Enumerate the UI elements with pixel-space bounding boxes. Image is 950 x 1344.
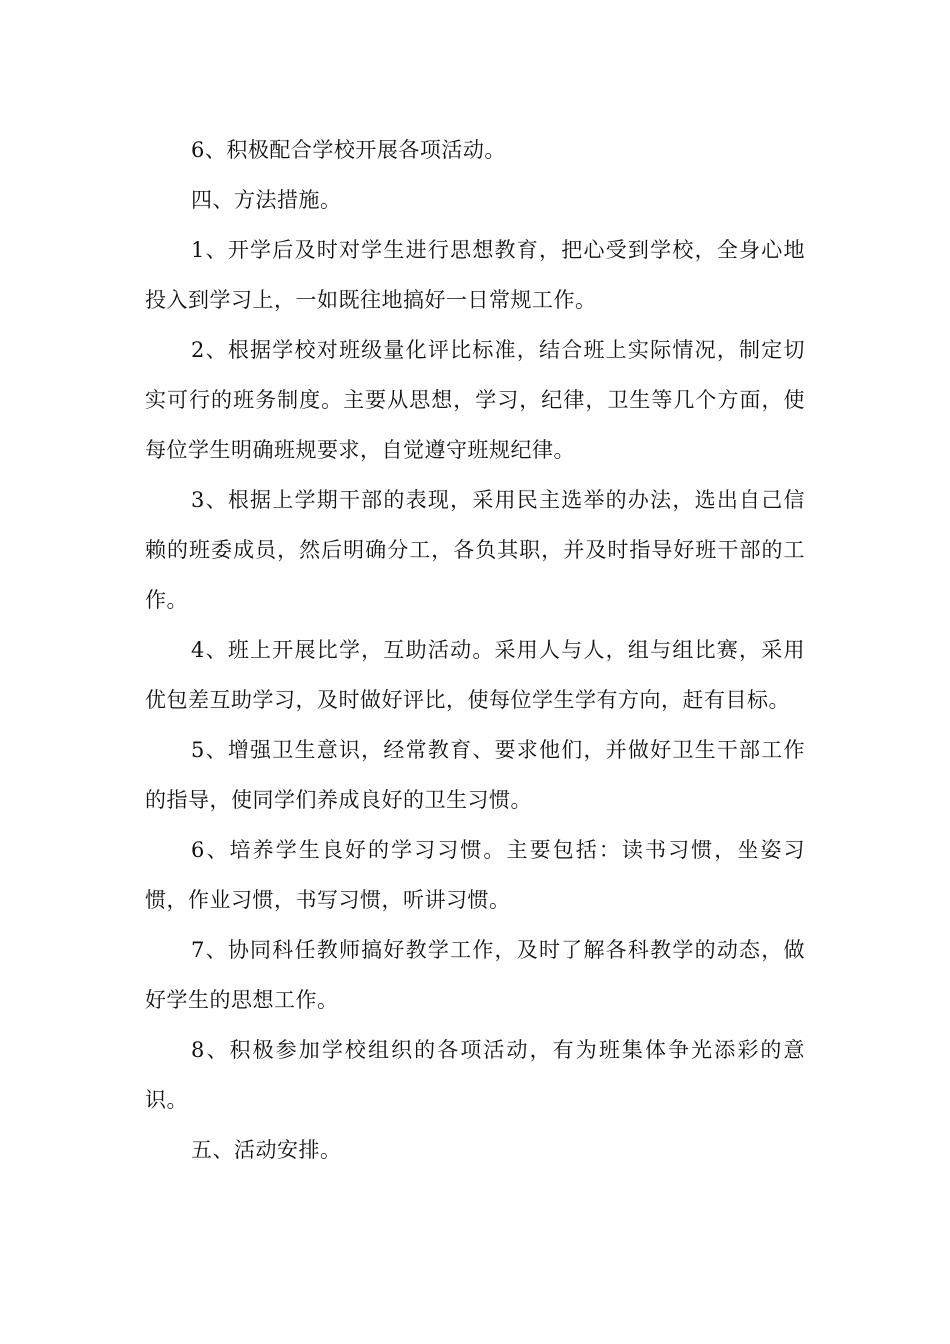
section-heading-activities: 五、活动安排。 xyxy=(191,1138,342,1162)
paragraph-method-6: 6、培养学生良好的学习习惯。主要包括：读书习惯，坐姿习惯，作业习惯，书写习惯，听讲习惯。 xyxy=(145,838,805,912)
paragraph-method-5: 5、增强卫生意识，经常教育、要求他们，并做好卫生干部工作的指导，使同学们养成良好的卫生习惯。 xyxy=(145,738,805,812)
paragraph-item-6-activities: 6、积极配合学校开展各项活动。 xyxy=(191,138,506,162)
paragraph-method-2: 2、根据学校对班级量化评比标准，结合班上实际情况，制定切实可行的班务制度。主要从思想，学习，纪律，卫生等几个方面，使每位学生明确班规要求，自觉遵守班规纪律。 xyxy=(145,338,805,462)
paragraph-method-7: 7、协同科任教师搞好教学工作，及时了解各科教学的动态，做好学生的思想工作。 xyxy=(145,938,805,1012)
paragraph-method-4: 4、班上开展比学，互助活动。采用人与人，组与组比赛，采用优包差互助学习，及时做好评比，使每位学生学有方向，赶有目标。 xyxy=(145,638,805,712)
document-body xyxy=(145,125,805,1175)
paragraph-method-1: 1、开学后及时对学生进行思想教育，把心受到学校，全身心地投入到学习上，一如既往地搞好一日常规工作。 xyxy=(145,238,805,312)
paragraph-method-3: 3、根据上学期干部的表现，采用民主选举的办法，选出自己信赖的班委成员，然后明确分工，各负其职，并及时指导好班干部的工作。 xyxy=(145,488,805,612)
section-heading-methods: 四、方法措施。 xyxy=(191,188,342,212)
paragraph-method-8: 8、积极参加学校组织的各项活动，有为班集体争光添彩的意识。 xyxy=(145,1038,805,1112)
